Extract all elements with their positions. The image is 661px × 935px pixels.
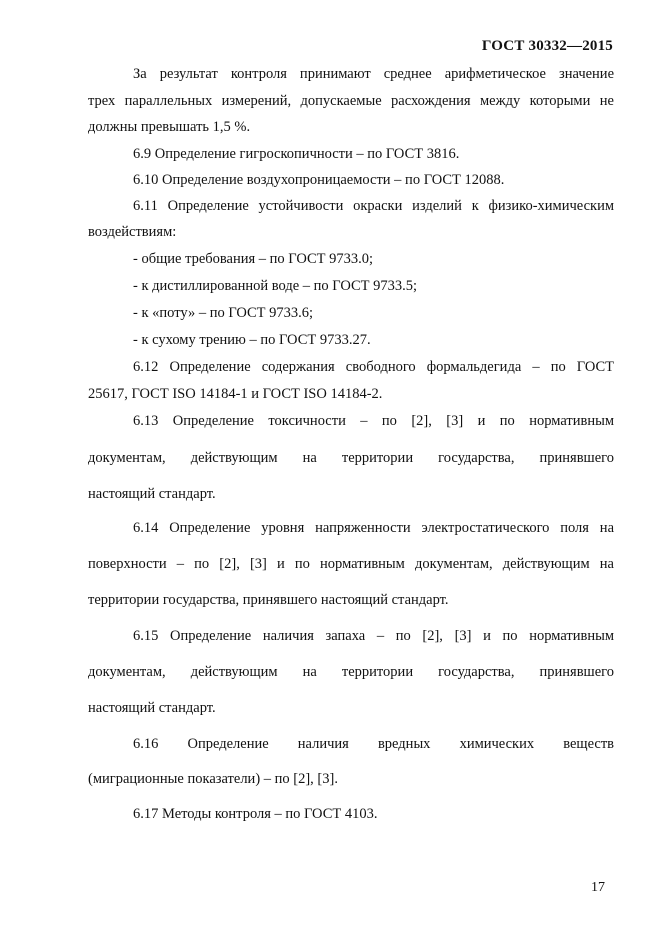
clause-6-9: 6.9 Определение гигроскопичности – по ГОСТ 3816. xyxy=(133,146,460,162)
clause-6-14-line-3: территории государства, принявшего настоящий стандарт. xyxy=(88,592,449,608)
standard-code-header: ГОСТ 30332—2015 xyxy=(481,38,613,54)
clause-6-14-line-1: 6.14 Определение уровня напряженности электростатического поля на xyxy=(133,520,614,536)
clause-6-11-line-2: воздействиям: xyxy=(88,224,177,240)
clause-6-12-line-2: 25617, ГОСТ ISO 14184-1 и ГОСТ ISO 14184-2. xyxy=(88,386,383,402)
clause-6-13-line-2: документам, действующим на территории государства, принявшего xyxy=(88,450,614,466)
clause-6-13-line-1: 6.13 Определение токсичности – по [2], [3] и по нормативным xyxy=(133,413,614,429)
intro-line-1: За результат контроля принимают среднее арифметическое значение xyxy=(133,66,614,82)
clause-6-11-item-rubbing: - к сухому трению – по ГОСТ 9733.27. xyxy=(133,332,371,348)
clause-6-15-line-1: 6.15 Определение наличия запаха – по [2], [3] и по нормативным xyxy=(133,628,614,644)
clause-6-11-item-sweat: - к «поту» – по ГОСТ 9733.6; xyxy=(133,305,314,321)
page-number: 17 xyxy=(591,880,605,895)
clause-6-15-line-2: документам, действующим на территории государства, принявшего xyxy=(88,664,614,680)
clause-6-16-line-1: 6.16 Определение наличия вредных химических веществ xyxy=(133,736,614,752)
clause-6-14-line-2: поверхности – по [2], [3] и по нормативным документам, действующим на xyxy=(88,556,614,572)
clause-6-17: 6.17 Методы контроля – по ГОСТ 4103. xyxy=(133,806,378,822)
clause-6-11-line-1: 6.11 Определение устойчивости окраски изделий к физико-химическим xyxy=(133,198,614,214)
intro-line-3: должны превышать 1,5 %. xyxy=(88,119,251,135)
clause-6-16-line-2: (миграционные показатели) – по [2], [3]. xyxy=(88,771,338,787)
clause-6-15-line-3: настоящий стандарт. xyxy=(88,700,216,716)
clause-6-11-item-water: - к дистиллированной воде – по ГОСТ 9733.5; xyxy=(133,278,418,294)
clause-6-13-line-3: настоящий стандарт. xyxy=(88,486,216,502)
clause-6-10: 6.10 Определение воздухопроницаемости – по ГОСТ 12088. xyxy=(133,172,505,188)
intro-line-2: трех параллельных измерений, допускаемые расхождения между которыми не xyxy=(88,93,614,109)
clause-6-11-item-general: - общие требования – по ГОСТ 9733.0; xyxy=(133,251,374,267)
clause-6-12-line-1: 6.12 Определение содержания свободного формальдегида – по ГОСТ xyxy=(133,359,614,375)
